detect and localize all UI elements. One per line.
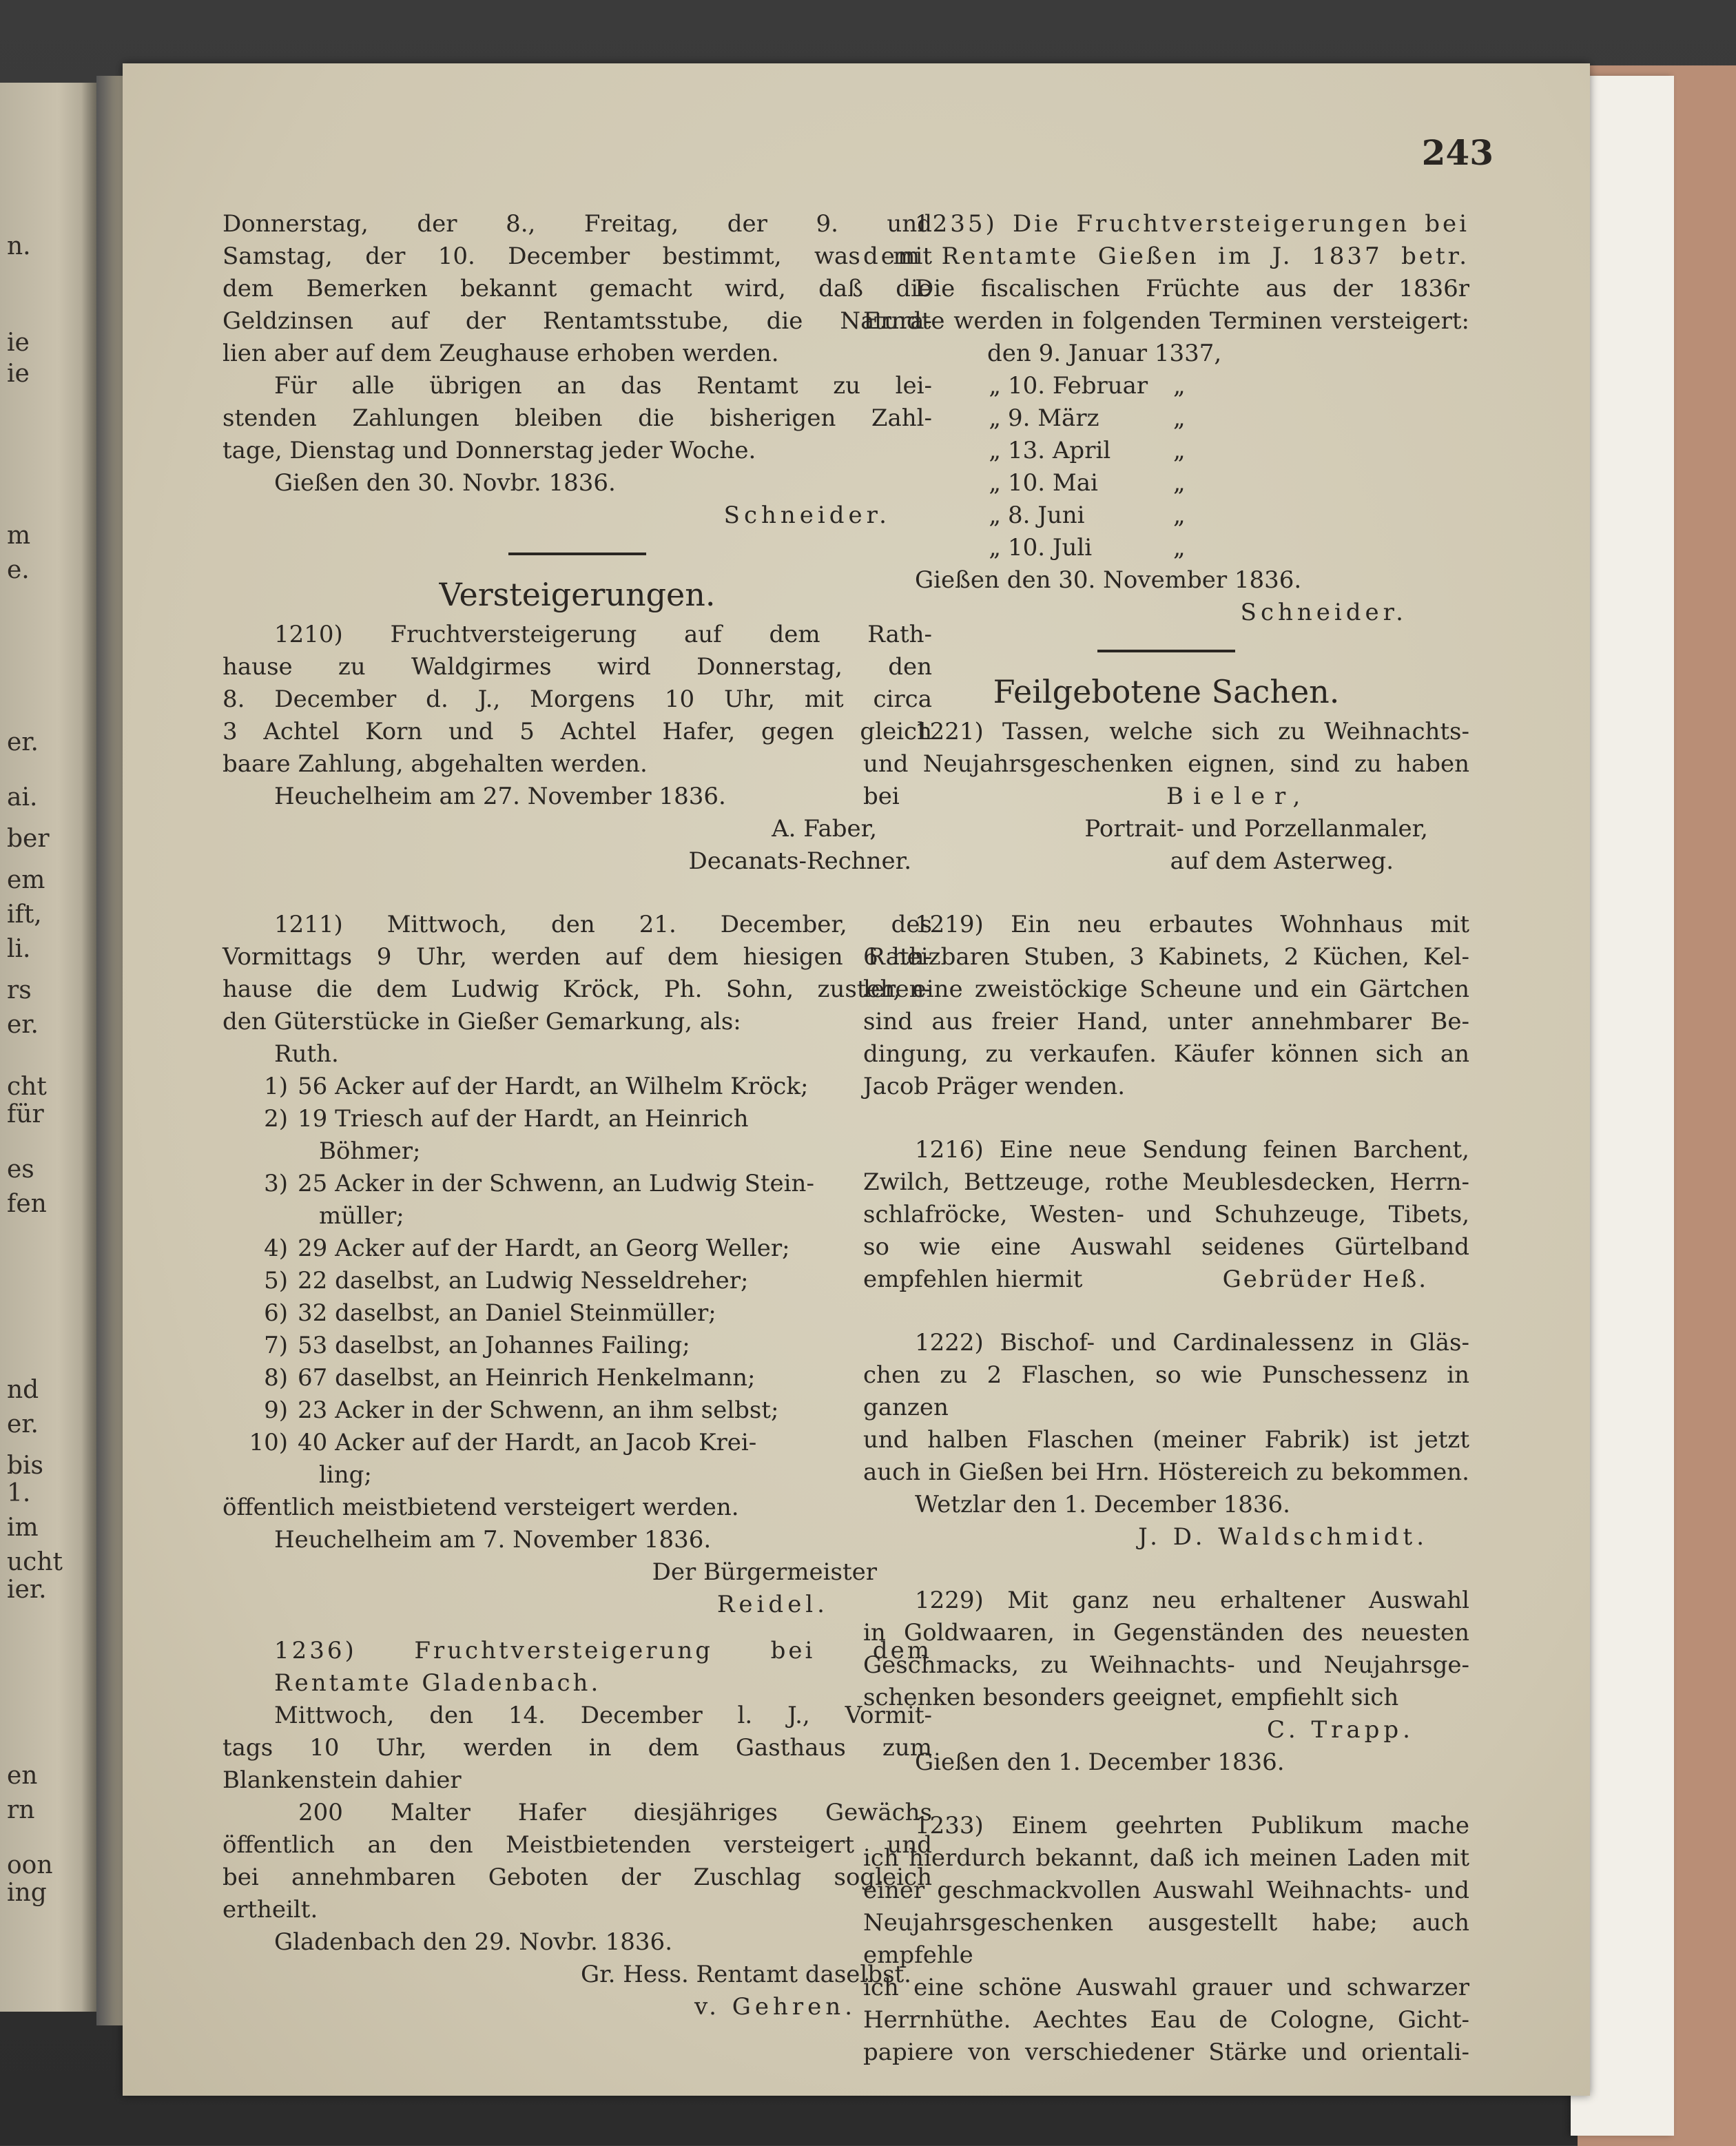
text-line: Jacob Präger wenden. [863, 1073, 1126, 1100]
signature: Bieler, [1166, 783, 1310, 810]
margin-fragment: e. [7, 556, 30, 584]
text-line: 1221) Tassen, welche sich zu Weihnachts- [915, 718, 1469, 745]
text-line: einer geschmackvollen Auswahl Weihnachts- und [863, 1877, 1469, 1904]
margin-fragment: er. [7, 1410, 39, 1438]
list-text: 40 Acker auf der Hardt, an Jacob Krei- [298, 1429, 757, 1456]
notice-title: 1236) Fruchtversteigerung bei dem [274, 1637, 932, 1664]
schedule-date: 9. März [1008, 404, 1099, 432]
text-line: hause zu Waldgirmes wird Donnerstag, den [223, 653, 932, 681]
margin-fragment: oon [7, 1851, 53, 1879]
text-line: 6 heizbaren Stuben, 3 Kabinets, 2 Küchen, Kel- [863, 943, 1469, 971]
signature-title: Portrait- und Porzellanmaler, [1084, 815, 1428, 843]
ditto-mark: „ [989, 372, 1001, 400]
list-item [223, 1071, 932, 1103]
section-rule [508, 553, 646, 555]
notice-1236 [223, 1635, 932, 2023]
signature-title: Decanats-Rechner. [688, 847, 911, 875]
list-item [223, 1232, 932, 1265]
text-line: bei annehmbaren Geboten der Zuschlag sogleich [223, 1864, 932, 1891]
schedule-list [863, 370, 1469, 564]
margin-fragment: em [7, 866, 45, 894]
list-number: 10) [249, 1429, 288, 1456]
text-line: stenden Zahlungen bleiben die bisherigen Zahl- [223, 404, 932, 432]
text-line: 3 Achtel Korn und 5 Achtel Hafer, gegen gleich [223, 718, 932, 745]
schedule-date: 10. Juli [1008, 534, 1093, 561]
place-date: Gießen den 30. November 1836. [915, 566, 1302, 594]
list-text: 22 daselbst, an Ludwig Nesseldreher; [298, 1267, 749, 1294]
text-line: so wie eine Auswahl seidenes Gürtelband [863, 1233, 1469, 1261]
list-text: 53 daselbst, an Johannes Failing; [298, 1332, 690, 1359]
ditto-mark: „ [989, 404, 1001, 432]
signature: Schneider. [1240, 599, 1407, 626]
place-date: Heuchelheim am 7. November 1836. [274, 1526, 712, 1554]
list-item [223, 1297, 932, 1330]
list-continuation: ling; [319, 1461, 372, 1489]
margin-fragment: ing [7, 1879, 47, 1907]
text-line: 200 Malter Hafer diesjähriges Gewächs [298, 1799, 932, 1826]
text-line: bei [863, 783, 900, 810]
text-line: Die fiscalischen Früchte aus der 1836r [915, 275, 1469, 302]
list-text: 32 daselbst, an Daniel Steinmüller; [298, 1299, 716, 1327]
text-line: auch in Gießen bei Hrn. Höstereich zu bekommen. [863, 1458, 1469, 1486]
text-line: papiere von verschiedener Stärke und orientali- [863, 2039, 1469, 2066]
text-line: Mittwoch, den 14. December l. J., Vormit- [274, 1702, 932, 1729]
margin-fragment: bis [7, 1452, 44, 1480]
text-line: dingung, zu verkaufen. Käufer können sich an [863, 1040, 1469, 1068]
text-line: Zwilch, Bettzeuge, rothe Meublesdecken, Herrn- [863, 1168, 1469, 1196]
place-date: Wetzlar den 1. December 1836. [915, 1491, 1290, 1518]
schedule-row [863, 435, 1469, 467]
schedule-row [863, 370, 1469, 402]
notice-title: Rentamte Gladenbach. [274, 1669, 601, 1697]
margin-fragment: m [7, 522, 31, 550]
place-date: Gießen den 30. Novbr. 1836. [274, 469, 616, 497]
margin-fragment: im [7, 1514, 39, 1542]
margin-fragment: ber [7, 825, 50, 853]
signature: Gebrüder Heß. [1222, 1266, 1428, 1293]
ditto-mark: „ [1173, 469, 1186, 497]
text-line: den Güterstücke in Gießer Gemarkung, als: [223, 1008, 741, 1035]
notice-title: dem Rentamte Gießen im J. 1837 betr. [863, 243, 1469, 270]
list-number: 5) [264, 1267, 288, 1294]
notice-1229 [863, 1585, 1469, 1779]
list-item [223, 1362, 932, 1394]
text-line: Samstag, der 10. December bestimmt, was mit [223, 243, 932, 270]
text-line: 1222) Bischof- und Cardinalessenz in Gläs- [915, 1329, 1469, 1356]
page-number: 243 [1421, 132, 1494, 173]
notice-1216 [863, 1134, 1469, 1296]
margin-fragment: n. [7, 232, 31, 260]
text-line: schlafröcke, Westen- und Schuhzeuge, Tibets, [863, 1201, 1469, 1228]
intro-notice [223, 208, 932, 532]
text-line: 8. December d. J., Morgens 10 Uhr, mit circa [223, 685, 932, 713]
list-number: 1) [264, 1073, 288, 1100]
ditto-mark: „ [989, 502, 1001, 529]
text-line: ertheilt. [223, 1896, 318, 1923]
list-item [223, 1330, 932, 1362]
list-number: 6) [264, 1299, 288, 1327]
list-item [223, 1265, 932, 1297]
notice-1211 [223, 909, 932, 1621]
text-line: Erndte werden in folgenden Terminen versteigert: [863, 307, 1469, 335]
text-line: tage, Dienstag und Donnerstag jeder Woche. [223, 437, 756, 464]
text-line: öffentlich meistbietend versteigert werden. [223, 1494, 739, 1521]
list-item [223, 1394, 932, 1427]
margin-fragment: ucht [7, 1548, 63, 1576]
ditto-mark: „ [1173, 404, 1186, 432]
text-line: Herrnhüthe. Aechtes Eau de Cologne, Gicht- [863, 2006, 1469, 2034]
notice-1221 [863, 716, 1469, 878]
schedule-row [863, 402, 1469, 435]
margin-fragment: ai. [7, 783, 38, 812]
text-line: ler, eine zweistöckige Scheune und ein Gärtchen [863, 976, 1469, 1003]
margin-fragment: ier. [7, 1576, 47, 1604]
section-heading: Feilgebotene Sachen. [993, 673, 1340, 710]
signature: Schneider. [723, 502, 891, 529]
signature: A. Faber, [772, 815, 877, 843]
ditto-mark: „ [1173, 502, 1186, 529]
notice-1233 [863, 1810, 1469, 2069]
place-date: Gießen den 1. December 1836. [915, 1748, 1285, 1776]
margin-fragment: für [7, 1100, 44, 1128]
list-continuation: Böhmer; [319, 1137, 421, 1165]
signature: Reidel. [716, 1591, 829, 1618]
ditto-mark: „ [1173, 437, 1186, 464]
schedule-row [863, 499, 1469, 532]
text-line: Für alle übrigen an das Rentamt zu lei- [274, 372, 932, 400]
left-column [223, 208, 932, 2023]
text-line: und Neujahrsgeschenken eignen, sind zu haben [863, 750, 1469, 778]
text-line: Neujahrsgeschenken ausgestellt habe; auch empfehle [863, 1909, 1469, 1969]
ditto-mark: „ [1173, 534, 1186, 561]
list-number: 8) [264, 1364, 288, 1392]
text-line: Blankenstein dahier [223, 1766, 462, 1794]
text-line: ich eine schöne Auswahl grauer und schwarzer [863, 1974, 1469, 2001]
list-continuation: müller; [319, 1202, 404, 1230]
section-rule [1097, 650, 1235, 652]
ditto-mark: „ [1173, 372, 1186, 400]
text-line: 1210) Fruchtversteigerung auf dem Rath- [274, 621, 932, 648]
text-line: hause die dem Ludwig Kröck, Ph. Sohn, zustehen- [223, 976, 932, 1003]
margin-fragment: 1. [7, 1479, 31, 1507]
ditto-mark: „ [989, 437, 1001, 464]
text-line: dem Bemerken bekannt gemacht wird, daß die [223, 275, 932, 302]
list-number: 4) [264, 1235, 288, 1262]
list-text: 29 Acker auf der Hardt, an Georg Weller; [298, 1235, 790, 1262]
margin-fragment: er. [7, 728, 39, 756]
list-number: 9) [264, 1396, 288, 1424]
right-column [863, 208, 1469, 2069]
ditto-mark: „ [989, 469, 1001, 497]
list-text: 67 daselbst, an Heinrich Henkelmann; [298, 1364, 756, 1392]
list-item [223, 1168, 932, 1200]
schedule-first-date: den 9. Januar 1337, [987, 340, 1222, 367]
place-date: Gladenbach den 29. Novbr. 1836. [274, 1928, 672, 1956]
notice-1222 [863, 1327, 1469, 1554]
text-line: Geldzinsen auf der Rentamtsstube, die Natura- [223, 307, 932, 335]
section-heading: Versteigerungen. [439, 576, 716, 613]
schedule-date: 13. April [1008, 437, 1111, 464]
text-line: schenken besonders geeignet, empfiehlt sich [863, 1684, 1399, 1711]
place-date: Heuchelheim am 27. November 1836. [274, 783, 726, 810]
text-line: tags 10 Uhr, werden in dem Gasthaus zum [223, 1734, 932, 1762]
text-line: lien aber auf dem Zeughause erhoben werden. [223, 340, 779, 367]
signature: C. Trapp. [1267, 1716, 1414, 1744]
text-line: öffentlich an den Meistbietenden versteigert und [223, 1831, 932, 1859]
list-text: 25 Acker in der Schwenn, an Ludwig Stein- [298, 1170, 814, 1197]
margin-fragment: ie [7, 329, 30, 357]
schedule-date: 8. Juni [1008, 502, 1085, 529]
text-line: 1211) Mittwoch, den 21. December, des [274, 911, 932, 938]
text-line: Vormittags 9 Uhr, werden auf dem hiesigen Rath- [223, 943, 932, 971]
unit-label: Ruth. [274, 1040, 339, 1068]
signature-title: Gr. Hess. Rentamt daselbst. [580, 1961, 911, 1988]
address: auf dem Asterweg. [1170, 847, 1394, 875]
text-line: 1233) Einem geehrten Publikum mache [915, 1812, 1469, 1839]
list-number: 7) [264, 1332, 288, 1359]
notice-1210 [223, 619, 932, 878]
list-number: 2) [264, 1105, 288, 1133]
text-line: 1219) Ein neu erbautes Wohnhaus mit [915, 911, 1469, 938]
margin-fragment: ift, [7, 900, 42, 929]
list-item [223, 1427, 932, 1459]
text-line: in Goldwaaren, in Gegenständen des neuesten [863, 1619, 1469, 1647]
text-line: Geschmacks, zu Weihnachts- und Neujahrsge- [863, 1651, 1469, 1679]
margin-fragment: fen [7, 1190, 47, 1218]
margin-fragment: cht [7, 1073, 47, 1101]
notice-1219 [863, 909, 1469, 1103]
text-line: empfehlen hiermit [863, 1266, 1083, 1293]
text-line: sind aus freier Hand, unter annehmbarer Be- [863, 1008, 1469, 1035]
list-text: 19 Triesch auf der Hardt, an Heinrich [298, 1105, 749, 1133]
notice-1235 [863, 208, 1469, 629]
schedule-row [863, 467, 1469, 499]
schedule-date: 10. Februar [1008, 372, 1148, 400]
list-text: 23 Acker in der Schwenn, an ihm selbst; [298, 1396, 779, 1424]
notice-title: 1235) Die Fruchtversteigerungen bei [915, 210, 1469, 238]
left-page-edge [0, 83, 96, 2012]
parcel-list [223, 1071, 932, 1492]
signature: J. D. Waldschmidt. [1138, 1523, 1428, 1551]
ditto-mark: „ [989, 534, 1001, 561]
margin-fragment: en [7, 1762, 38, 1790]
margin-fragment: rs [7, 976, 32, 1004]
schedule-row [863, 532, 1469, 564]
margin-fragment: ie [7, 360, 30, 388]
text-line: Donnerstag, der 8., Freitag, der 9. und [223, 210, 932, 238]
margin-fragment: rn [7, 1796, 35, 1824]
text-line: und halben Flaschen (meiner Fabrik) ist jetzt [863, 1426, 1469, 1454]
schedule-date: 10. Mai [1008, 469, 1098, 497]
margin-fragment: nd [7, 1376, 39, 1404]
margin-fragment: es [7, 1155, 34, 1184]
list-number: 3) [264, 1170, 288, 1197]
margin-fragment: er. [7, 1011, 39, 1039]
margin-fragment: li. [7, 935, 31, 963]
signature-title: Der Bürgermeister [652, 1558, 877, 1586]
list-item [223, 1103, 932, 1135]
text-line: chen zu 2 Flaschen, so wie Punschessenz in ganzen [863, 1361, 1469, 1421]
text-line: 1229) Mit ganz neu erhaltener Auswahl [915, 1587, 1469, 1614]
book-page [123, 63, 1590, 2096]
text-line: ich hierdurch bekannt, daß ich meinen Laden mit [863, 1844, 1469, 1872]
list-text: 56 Acker auf der Hardt, an Wilhelm Kröck; [298, 1073, 809, 1100]
text-line: baare Zahlung, abgehalten werden. [223, 750, 648, 778]
text-line: 1216) Eine neue Sendung feinen Barchent, [915, 1136, 1469, 1164]
signature: v. Gehren. [694, 1993, 856, 2021]
